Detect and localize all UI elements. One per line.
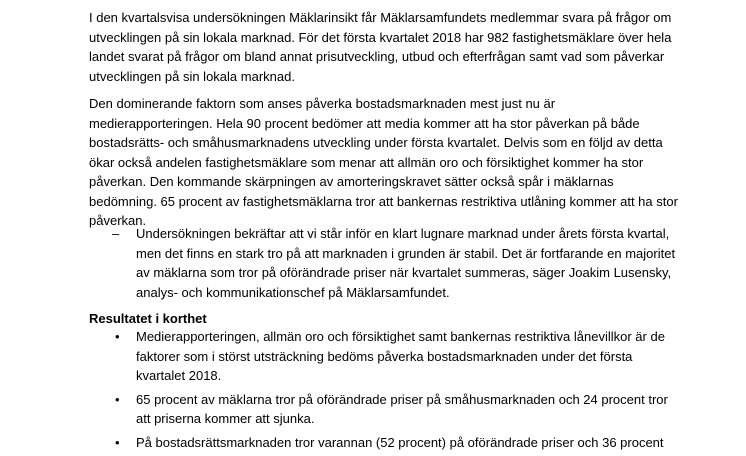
factors-paragraph <box>89 94 678 231</box>
text-line: att priserna kommer att sjunka. <box>136 411 315 426</box>
text-line: medierapporteringen. Hela 90 procent bedömer att media kommer att ha stor påverkan på både <box>89 115 640 131</box>
text-line: 65 procent av mäklarna tror på oförändrade priser på småhusmarknaden och 24 procent tror <box>136 391 668 407</box>
text-line: Undersökningen bekräftar att vi står inför en klart lugnare marknad under årets första kvartal, <box>136 226 670 241</box>
text-line: påverkan. <box>89 213 147 228</box>
text-line: På bostadsrättsmarknaden tror varannan (52 procent) på oförändrade priser och 36 procent <box>136 434 664 450</box>
text-line: påverkan. Den kommande skärpningen av amorteringskravet sätter också spår i mäklarnas <box>89 174 614 189</box>
list-item <box>89 390 689 429</box>
text-line: Den dominerande faktorn som anses påverka bostadsmarknaden mest just nu är <box>89 96 556 111</box>
list-item-text <box>136 327 689 386</box>
text-line: bedömning. 65 procent av fastighetsmäklarna tror att bankernas restriktiva utlåning kommer att ha stor <box>89 193 678 209</box>
intro-paragraph <box>89 8 672 86</box>
list-item <box>89 433 689 453</box>
summary-bullet-list <box>89 327 689 456</box>
text-line: kvartalet 2018. <box>136 368 222 383</box>
summary-heading: Resultatet i korthet <box>89 311 207 326</box>
text-line: analys- och kommunikationschef på Mäklarsamfundet. <box>136 284 450 300</box>
text-line: ökar också andelen fastighetsmäklare som menar att allmän oro och försiktighet kommer ha stor <box>89 154 644 170</box>
bullet-icon: • <box>115 329 120 344</box>
quote-dash: – <box>112 226 120 241</box>
bullet-icon: • <box>115 391 120 407</box>
text-line: Medierapporteringen, allmän oro och försiktighet samt bankernas restriktiva lånevillkor är de <box>136 329 665 344</box>
text-line: utvecklingen på sin lokala marknad. <box>89 68 295 84</box>
text-line: av mäklarna som tror på oförändrade priser när kvartalet summeras, säger Joakim Lusensky, <box>136 265 672 280</box>
text-line: I den kvartalsvisa undersökningen Mäklarinsikt får Mäklarsamfundets medlemmar svara på frågor om <box>89 10 672 25</box>
list-item-text <box>136 433 689 453</box>
text-line: men det finns en stark tro på att marknaden i grunden är stabil. Det är fortfarande en majoritet <box>136 245 676 261</box>
quote-text <box>136 224 675 302</box>
list-item <box>89 327 689 386</box>
bullet-icon: • <box>115 434 120 450</box>
text-line: faktorer som i störst utsträckning bedöms påverka bostadsmarknaden under det första <box>136 348 633 364</box>
text-line: landet svarat på frågor om bland annat prisutveckling, utbud och efterfrågan samt vad som påverkar <box>89 49 665 64</box>
text-line: utvecklingen på sin lokala marknad. För det första kvartalet 2018 har 982 fastighetsmäklare över hela <box>89 29 672 45</box>
text-line: bostadsrätts- och småhusmarknadens utveckling under första kvartalet. Delvis som en följd av detta <box>89 135 663 150</box>
list-item-text <box>136 390 689 429</box>
